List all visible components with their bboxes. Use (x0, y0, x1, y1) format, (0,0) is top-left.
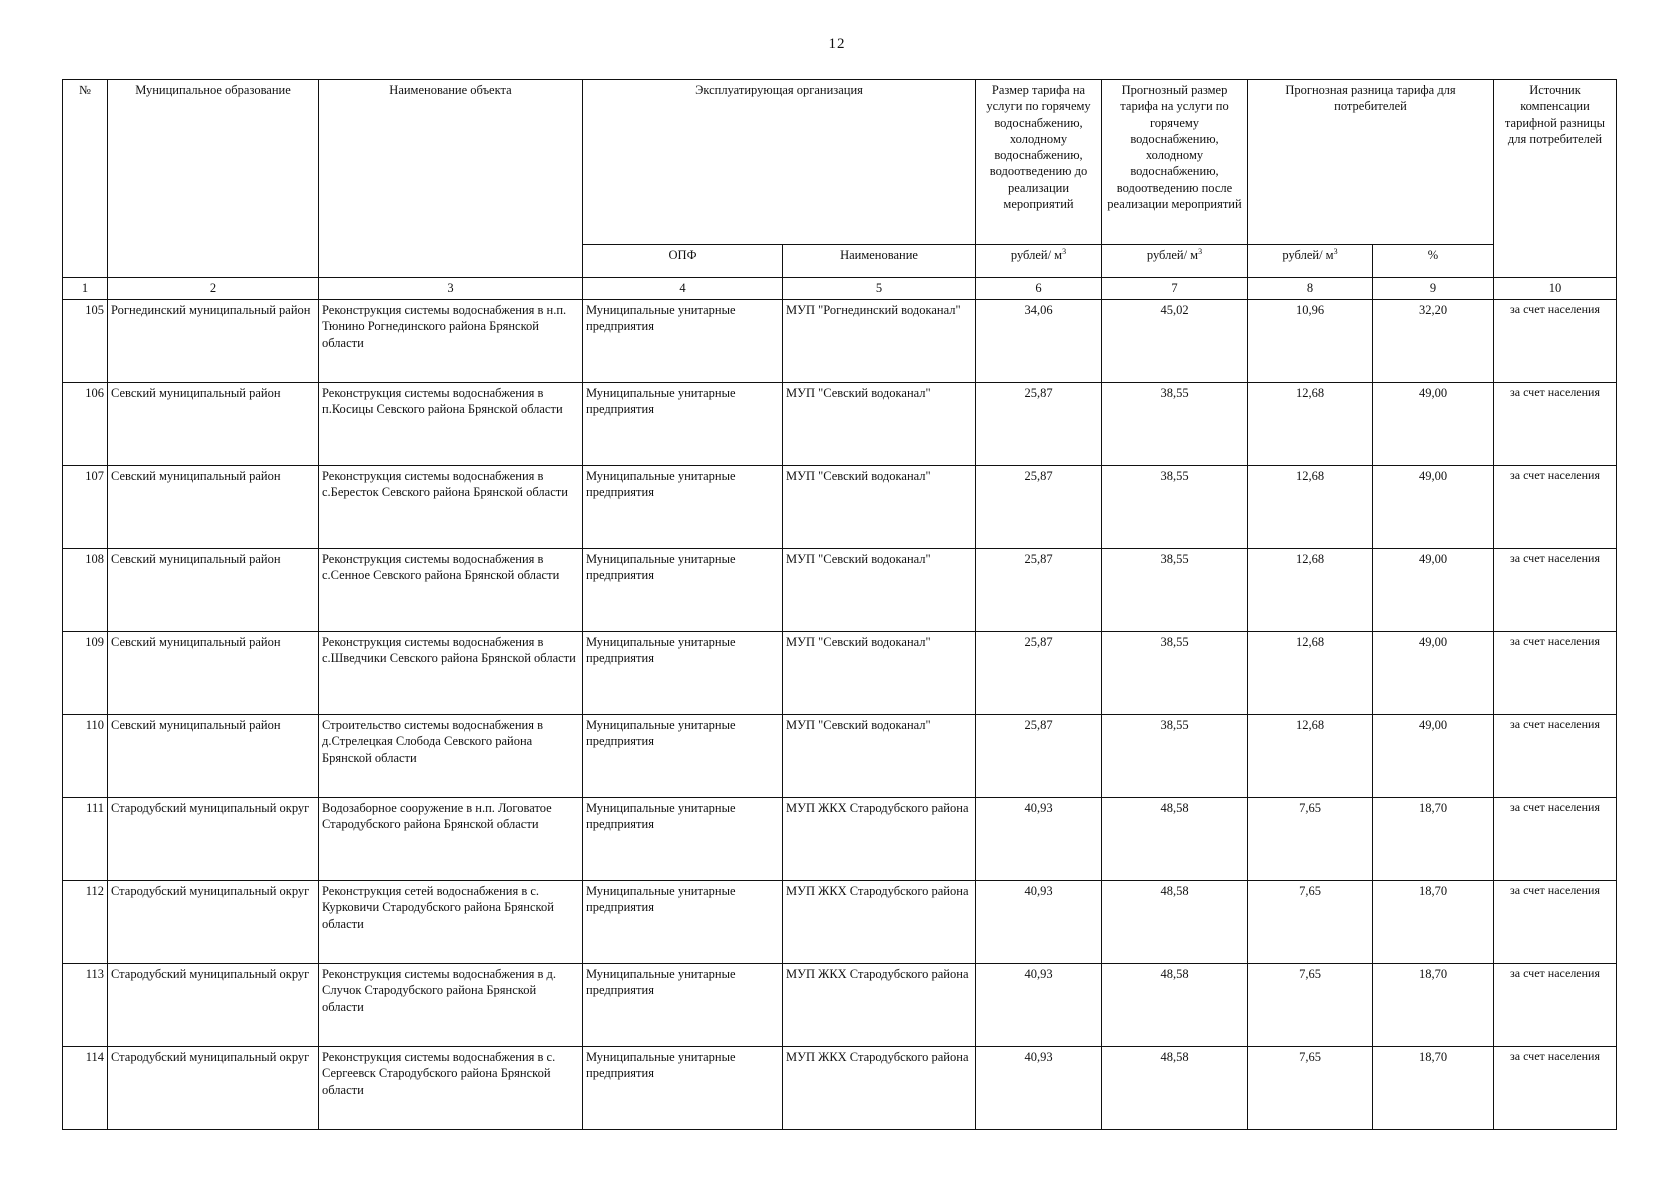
tariff-after-cell: 48,58 (1102, 964, 1248, 1047)
difference-percent-cell: 32,20 (1373, 300, 1494, 383)
difference-percent-cell: 18,70 (1373, 1047, 1494, 1130)
column-number-row (63, 278, 1617, 300)
municipality-cell: Стародубский муниципальный округ (108, 964, 319, 1047)
object-cell: Строительство системы водоснабжения в д.Стрелецкая Слобода Севского района Брянской области (319, 715, 583, 798)
object-cell: Реконструкция системы водоснабжения в с.Шведчики Севского района Брянской области (319, 632, 583, 715)
object-cell: Реконструкция системы водоснабжения в с.Сенное Севского района Брянской области (319, 549, 583, 632)
header-unit-before: рублей/ $м^3$ (976, 245, 1102, 278)
operator-name-cell: МУП "Севский водоканал" (783, 466, 976, 549)
table-row (63, 1047, 1617, 1130)
object-cell: Реконструкция сетей водоснабжения в с. Курковичи Стародубского района Брянской области (319, 881, 583, 964)
difference-percent-cell: 49,00 (1373, 383, 1494, 466)
municipality-cell: Севский муниципальный район (108, 715, 319, 798)
row-number: 109 (63, 632, 108, 715)
difference-percent-cell: 49,00 (1373, 466, 1494, 549)
column-number: 9 (1373, 278, 1494, 300)
tariff-before-cell: 25,87 (976, 632, 1102, 715)
municipality-cell: Стародубский муниципальный округ (108, 881, 319, 964)
tariff-after-cell: 48,58 (1102, 798, 1248, 881)
table-row (63, 881, 1617, 964)
header-no: № (63, 80, 108, 278)
column-number: 4 (583, 278, 783, 300)
object-cell: Реконструкция системы водоснабжения в с.Бересток Севского района Брянской области (319, 466, 583, 549)
table-row (63, 798, 1617, 881)
difference-percent-cell: 49,00 (1373, 632, 1494, 715)
source-cell: за счет населения (1494, 549, 1617, 632)
column-number: 2 (108, 278, 319, 300)
row-number: 113 (63, 964, 108, 1047)
object-cell: Водозаборное сооружение в н.п. Логоватое Стародубского района Брянской области (319, 798, 583, 881)
operator-name-cell: МУП ЖКХ Стародубского района (783, 798, 976, 881)
operator-name-cell: МУП ЖКХ Стародубского района (783, 881, 976, 964)
row-number: 110 (63, 715, 108, 798)
municipality-cell: Стародубский муниципальный округ (108, 798, 319, 881)
difference-rub-cell: 12,68 (1248, 549, 1373, 632)
source-cell: за счет населения (1494, 466, 1617, 549)
difference-percent-cell: 49,00 (1373, 549, 1494, 632)
header-unit-after: рублей/ $м^3$ (1102, 245, 1248, 278)
opf-cell: Муниципальные унитарные предприятия (583, 632, 783, 715)
column-number: 1 (63, 278, 108, 300)
operator-name-cell: МУП ЖКХ Стародубского района (783, 1047, 976, 1130)
opf-cell: Муниципальные унитарные предприятия (583, 798, 783, 881)
header-difference: Прогнозная разница тарифа для потребителей (1248, 80, 1494, 245)
municipality-cell: Севский муниципальный район (108, 383, 319, 466)
row-number: 114 (63, 1047, 108, 1130)
header-object: Наименование объекта (319, 80, 583, 278)
table-row (63, 383, 1617, 466)
difference-rub-cell: 7,65 (1248, 1047, 1373, 1130)
object-cell: Реконструкция системы водоснабжения в с. Сергеевск Стародубского района Брянской области (319, 1047, 583, 1130)
opf-cell: Муниципальные унитарные предприятия (583, 300, 783, 383)
tariff-table (62, 79, 1617, 1130)
row-number: 107 (63, 466, 108, 549)
source-cell: за счет населения (1494, 715, 1617, 798)
source-cell: за счет населения (1494, 383, 1617, 466)
tariff-after-cell: 48,58 (1102, 1047, 1248, 1130)
tariff-after-cell: 38,55 (1102, 383, 1248, 466)
tariff-after-cell: 38,55 (1102, 549, 1248, 632)
difference-rub-cell: 12,68 (1248, 715, 1373, 798)
difference-percent-cell: 49,00 (1373, 715, 1494, 798)
tariff-before-cell: 25,87 (976, 466, 1102, 549)
operator-name-cell: МУП "Севский водоканал" (783, 632, 976, 715)
opf-cell: Муниципальные унитарные предприятия (583, 549, 783, 632)
table-row (63, 632, 1617, 715)
table-row (63, 715, 1617, 798)
operator-name-cell: МУП ЖКХ Стародубского района (783, 964, 976, 1047)
municipality-cell: Стародубский муниципальный округ (108, 1047, 319, 1130)
column-number: 5 (783, 278, 976, 300)
object-cell: Реконструкция системы водоснабжения в д. Случок Стародубского района Брянской области (319, 964, 583, 1047)
opf-cell: Муниципальные унитарные предприятия (583, 881, 783, 964)
tariff-before-cell: 40,93 (976, 881, 1102, 964)
table-row (63, 466, 1617, 549)
difference-percent-cell: 18,70 (1373, 964, 1494, 1047)
row-number: 112 (63, 881, 108, 964)
column-number: 6 (976, 278, 1102, 300)
tariff-before-cell: 40,93 (976, 1047, 1102, 1130)
source-cell: за счет населения (1494, 632, 1617, 715)
column-number: 7 (1102, 278, 1248, 300)
difference-rub-cell: 12,68 (1248, 383, 1373, 466)
tariff-before-cell: 25,87 (976, 715, 1102, 798)
header-operator: Эксплуатирующая организация (583, 80, 976, 245)
object-cell: Реконструкция системы водоснабжения в н.п. Тюнино Рогнединского района Брянской области (319, 300, 583, 383)
difference-rub-cell: 7,65 (1248, 964, 1373, 1047)
operator-name-cell: МУП "Севский водоканал" (783, 549, 976, 632)
tariff-before-cell: 40,93 (976, 964, 1102, 1047)
table-row (63, 549, 1617, 632)
header-source: Источник компенсации тарифной разницы для потребителей (1494, 80, 1617, 278)
tariff-after-cell: 38,55 (1102, 466, 1248, 549)
header-name: Наименование (783, 245, 976, 278)
municipality-cell: Севский муниципальный район (108, 549, 319, 632)
row-number: 111 (63, 798, 108, 881)
difference-rub-cell: 7,65 (1248, 881, 1373, 964)
page-number: 12 (828, 36, 846, 52)
operator-name-cell: МУП "Севский водоканал" (783, 383, 976, 466)
header-unit-diff: рублей/ $м^3$ (1248, 245, 1373, 278)
opf-cell: Муниципальные унитарные предприятия (583, 715, 783, 798)
row-number: 108 (63, 549, 108, 632)
source-cell: за счет населения (1494, 964, 1617, 1047)
header-tariff-before: Размер тарифа на услуги по горячему водоснабжению, холодному водоснабжению, водоотведению до реализации мероприятий (976, 80, 1102, 245)
difference-rub-cell: 10,96 (1248, 300, 1373, 383)
table-body (63, 300, 1617, 1130)
opf-cell: Муниципальные унитарные предприятия (583, 383, 783, 466)
opf-cell: Муниципальные унитарные предприятия (583, 1047, 783, 1130)
table-row (63, 964, 1617, 1047)
municipality-cell: Севский муниципальный район (108, 632, 319, 715)
row-number: 106 (63, 383, 108, 466)
difference-rub-cell: 12,68 (1248, 466, 1373, 549)
difference-percent-cell: 18,70 (1373, 881, 1494, 964)
opf-cell: Муниципальные унитарные предприятия (583, 466, 783, 549)
source-cell: за счет населения (1494, 1047, 1617, 1130)
source-cell: за счет населения (1494, 300, 1617, 383)
header-tariff-after: Прогнозный размер тарифа на услуги по горячему водоснабжению, холодному водоснабжению, водоотведению после реализации мероприятий (1102, 80, 1248, 245)
tariff-after-cell: 38,55 (1102, 715, 1248, 798)
operator-name-cell: МУП "Рогнединский водоканал" (783, 300, 976, 383)
difference-rub-cell: 7,65 (1248, 798, 1373, 881)
difference-percent-cell: 18,70 (1373, 798, 1494, 881)
header-municipality: Муниципальное образование (108, 80, 319, 278)
municipality-cell: Рогнединский муниципальный район (108, 300, 319, 383)
opf-cell: Муниципальные унитарные предприятия (583, 964, 783, 1047)
tariff-before-cell: 25,87 (976, 383, 1102, 466)
object-cell: Реконструкция системы водоснабжения в п.Косицы Севского района Брянской области (319, 383, 583, 466)
tariff-before-cell: 40,93 (976, 798, 1102, 881)
column-number: 10 (1494, 278, 1617, 300)
table-row (63, 300, 1617, 383)
column-number: 3 (319, 278, 583, 300)
tariff-after-cell: 48,58 (1102, 881, 1248, 964)
source-cell: за счет населения (1494, 881, 1617, 964)
tariff-before-cell: 25,87 (976, 549, 1102, 632)
municipality-cell: Севский муниципальный район (108, 466, 319, 549)
tariff-after-cell: 45,02 (1102, 300, 1248, 383)
difference-rub-cell: 12,68 (1248, 632, 1373, 715)
header-percent: % (1373, 245, 1494, 278)
source-cell: за счет населения (1494, 798, 1617, 881)
tariff-after-cell: 38,55 (1102, 632, 1248, 715)
tariff-before-cell: 34,06 (976, 300, 1102, 383)
header-opf: ОПФ (583, 245, 783, 278)
operator-name-cell: МУП "Севский водоканал" (783, 715, 976, 798)
column-number: 8 (1248, 278, 1373, 300)
row-number: 105 (63, 300, 108, 383)
